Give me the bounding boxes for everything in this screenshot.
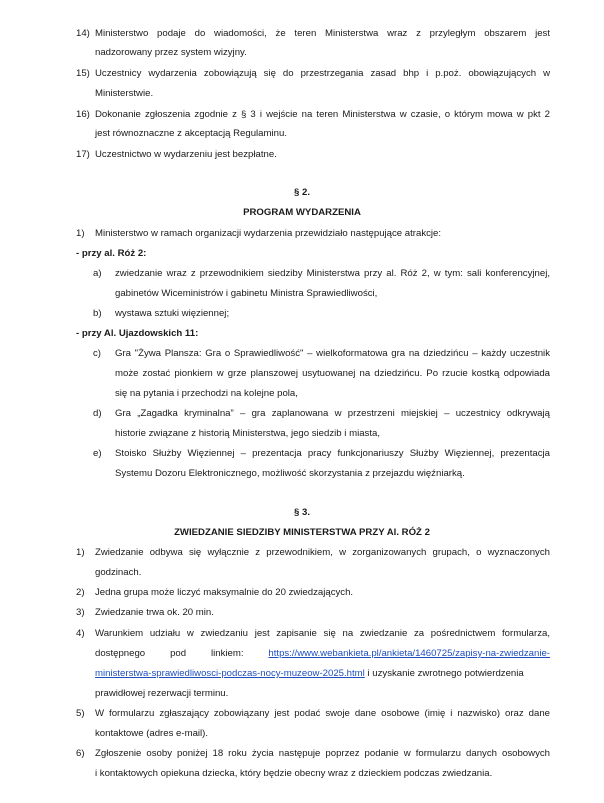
list-item-text: Ministerstwo w ramach organizacji wydarzenia przewidziało następujące atrakcje:	[95, 228, 442, 239]
list-item-text: Zgłoszenie osoby poniżej 18 roku życia następuje poprzez podanie w formularzu danych osobowych	[95, 748, 550, 759]
list-item-number: 3)	[76, 607, 85, 618]
sub-item-text: zwiedzanie wraz z przewodnikiem siedziby Ministerstwa przy al. Róż 2, w tym: sali konferencyjnej,	[115, 268, 550, 279]
list-item-text: godzinach.	[95, 567, 142, 578]
registration-form-link-continued[interactable]: ministerstwa-sprawiedliwosci-podczas-nocy-muzeow-2025.html	[95, 668, 365, 679]
link-intro-word: pod	[170, 648, 187, 659]
list-item-text: Dokonanie zgłoszenia zgodnie z § 3 i wejście na teren Ministerstwa w czasie, o którym mowa w pkt 2	[95, 109, 550, 120]
list-item-number: 15)	[76, 68, 90, 79]
section-2-mark: § 2.	[293, 187, 310, 198]
list-item-text: i uzyskanie zwrotnego potwierdzenia	[364, 668, 524, 679]
list-item-number: 1)	[76, 547, 85, 558]
sub-item-letter: d)	[93, 408, 102, 419]
sub-item-text: Systemu Dozoru Elektronicznego, możliwość skorzystania z przejazdu więźniarką.	[115, 468, 465, 479]
section-3-title: ZWIEDZANIE SIEDZIBY MINISTERSTWA PRZY Al. RÓŻ 2	[174, 527, 430, 538]
link-intro-word: dostępnego	[95, 648, 146, 659]
list-item-text: Warunkiem udziału w zwiedzaniu jest zapisanie się na zwiedzanie za pośrednictwem formularza,	[95, 628, 550, 639]
list-item-text: Ministerstwo podaje do wiadomości, że teren Ministerstwa wraz z przyległym obszarem jest	[95, 28, 550, 39]
list-item-text: nadzorowany przez system wizyjny.	[95, 47, 247, 58]
list-item-text: Jedna grupa może liczyć maksymalnie do 20 zwiedzających.	[95, 587, 354, 598]
sub-item-letter: b)	[93, 308, 102, 319]
list-item-text: i kontaktowych opiekuna dziecka, który będzie obecny wraz z dzieckiem podczas zwiedzania.	[95, 768, 493, 779]
sub-item-text: gabinetów Wiceministrów i gabinetu Ministra Sprawiedliwości,	[115, 288, 378, 299]
list-item-number: 16)	[76, 109, 90, 120]
sub-item-letter: c)	[93, 348, 101, 359]
list-item-number: 1)	[76, 228, 85, 239]
sub-item-text: Gra „Zagadka kryminalna” – gra zaplanowana w przestrzeni miejskiej – uczestnicy odkrywają	[115, 408, 550, 419]
section-2-title: PROGRAM WYDARZENIA	[243, 207, 361, 218]
link-intro-word: linkiem:	[210, 648, 244, 659]
location-label-roz: - przy al. Róż 2:	[76, 248, 147, 259]
list-item-text: Uczestnicy wydarzenia zobowiązują się do przestrzegania zasad bhp i p.poż. obowiązujących w	[95, 68, 550, 79]
list-item-number: 17)	[76, 149, 90, 160]
sub-item-text: wystawa sztuki więziennej;	[115, 308, 230, 319]
list-item-text: Zwiedzanie trwa ok. 20 min.	[95, 607, 214, 618]
list-item-text: Zwiedzanie odbywa się wyłącznie z przewodnikiem, w zorganizowanych grupach, o wyznaczonych	[95, 547, 550, 558]
list-item-text: jest równoznaczne z akceptacją Regulaminu.	[95, 128, 287, 139]
sub-item-text: Gra "Żywa Plansza: Gra o Sprawiedliwość" – wielkoformatowa gra na dziedzińcu – każdy uczestnik	[115, 348, 550, 359]
sub-item-letter: e)	[93, 448, 102, 459]
sub-item-letter: a)	[93, 268, 102, 279]
sub-item-text: może zostać pionkiem w grze planszowej usytuowanej na dziedzińcu. Po rzucie kostką odpowiada	[115, 368, 550, 379]
list-item-number: 4)	[76, 628, 85, 639]
section-3-mark: § 3.	[293, 507, 310, 518]
list-item-text-line	[95, 668, 524, 680]
list-item-number: 2)	[76, 587, 85, 598]
sub-item-text: historie związane z historią Ministerstwa, jego siedzib i miasta,	[115, 428, 380, 439]
registration-form-link[interactable]: https://www.webankieta.pl/ankieta/1460725/zapisy-na-zwiedzanie-	[268, 648, 550, 659]
list-item-text: Uczestnictwo w wydarzeniu jest bezpłatne.	[95, 149, 277, 160]
list-item-text: kontaktowe (adres e-mail).	[95, 728, 209, 739]
list-item-text: Ministerstwie.	[95, 88, 154, 99]
list-item-number: 6)	[76, 748, 85, 759]
list-item-text: prawidłowej rezerwacji terminu.	[95, 688, 229, 699]
location-label-ujazdowskie: - przy Al. Ujazdowskich 11:	[76, 328, 199, 339]
list-item-text: W formularzu zgłaszający zobowiązany jest podać swoje dane osobowe (imię i nazwisko) oraz dane	[95, 708, 550, 719]
list-item-number: 5)	[76, 708, 85, 719]
sub-item-text: Stoisko Służby Więziennej – prezentacja pracy funkcjonariuszy Służby Więziennej, prezentacja	[115, 448, 550, 459]
sub-item-text: się na pytania i przechodzi na kolejne pola,	[115, 388, 298, 399]
list-item-text-line	[95, 648, 550, 660]
list-item-number: 14)	[76, 28, 90, 39]
